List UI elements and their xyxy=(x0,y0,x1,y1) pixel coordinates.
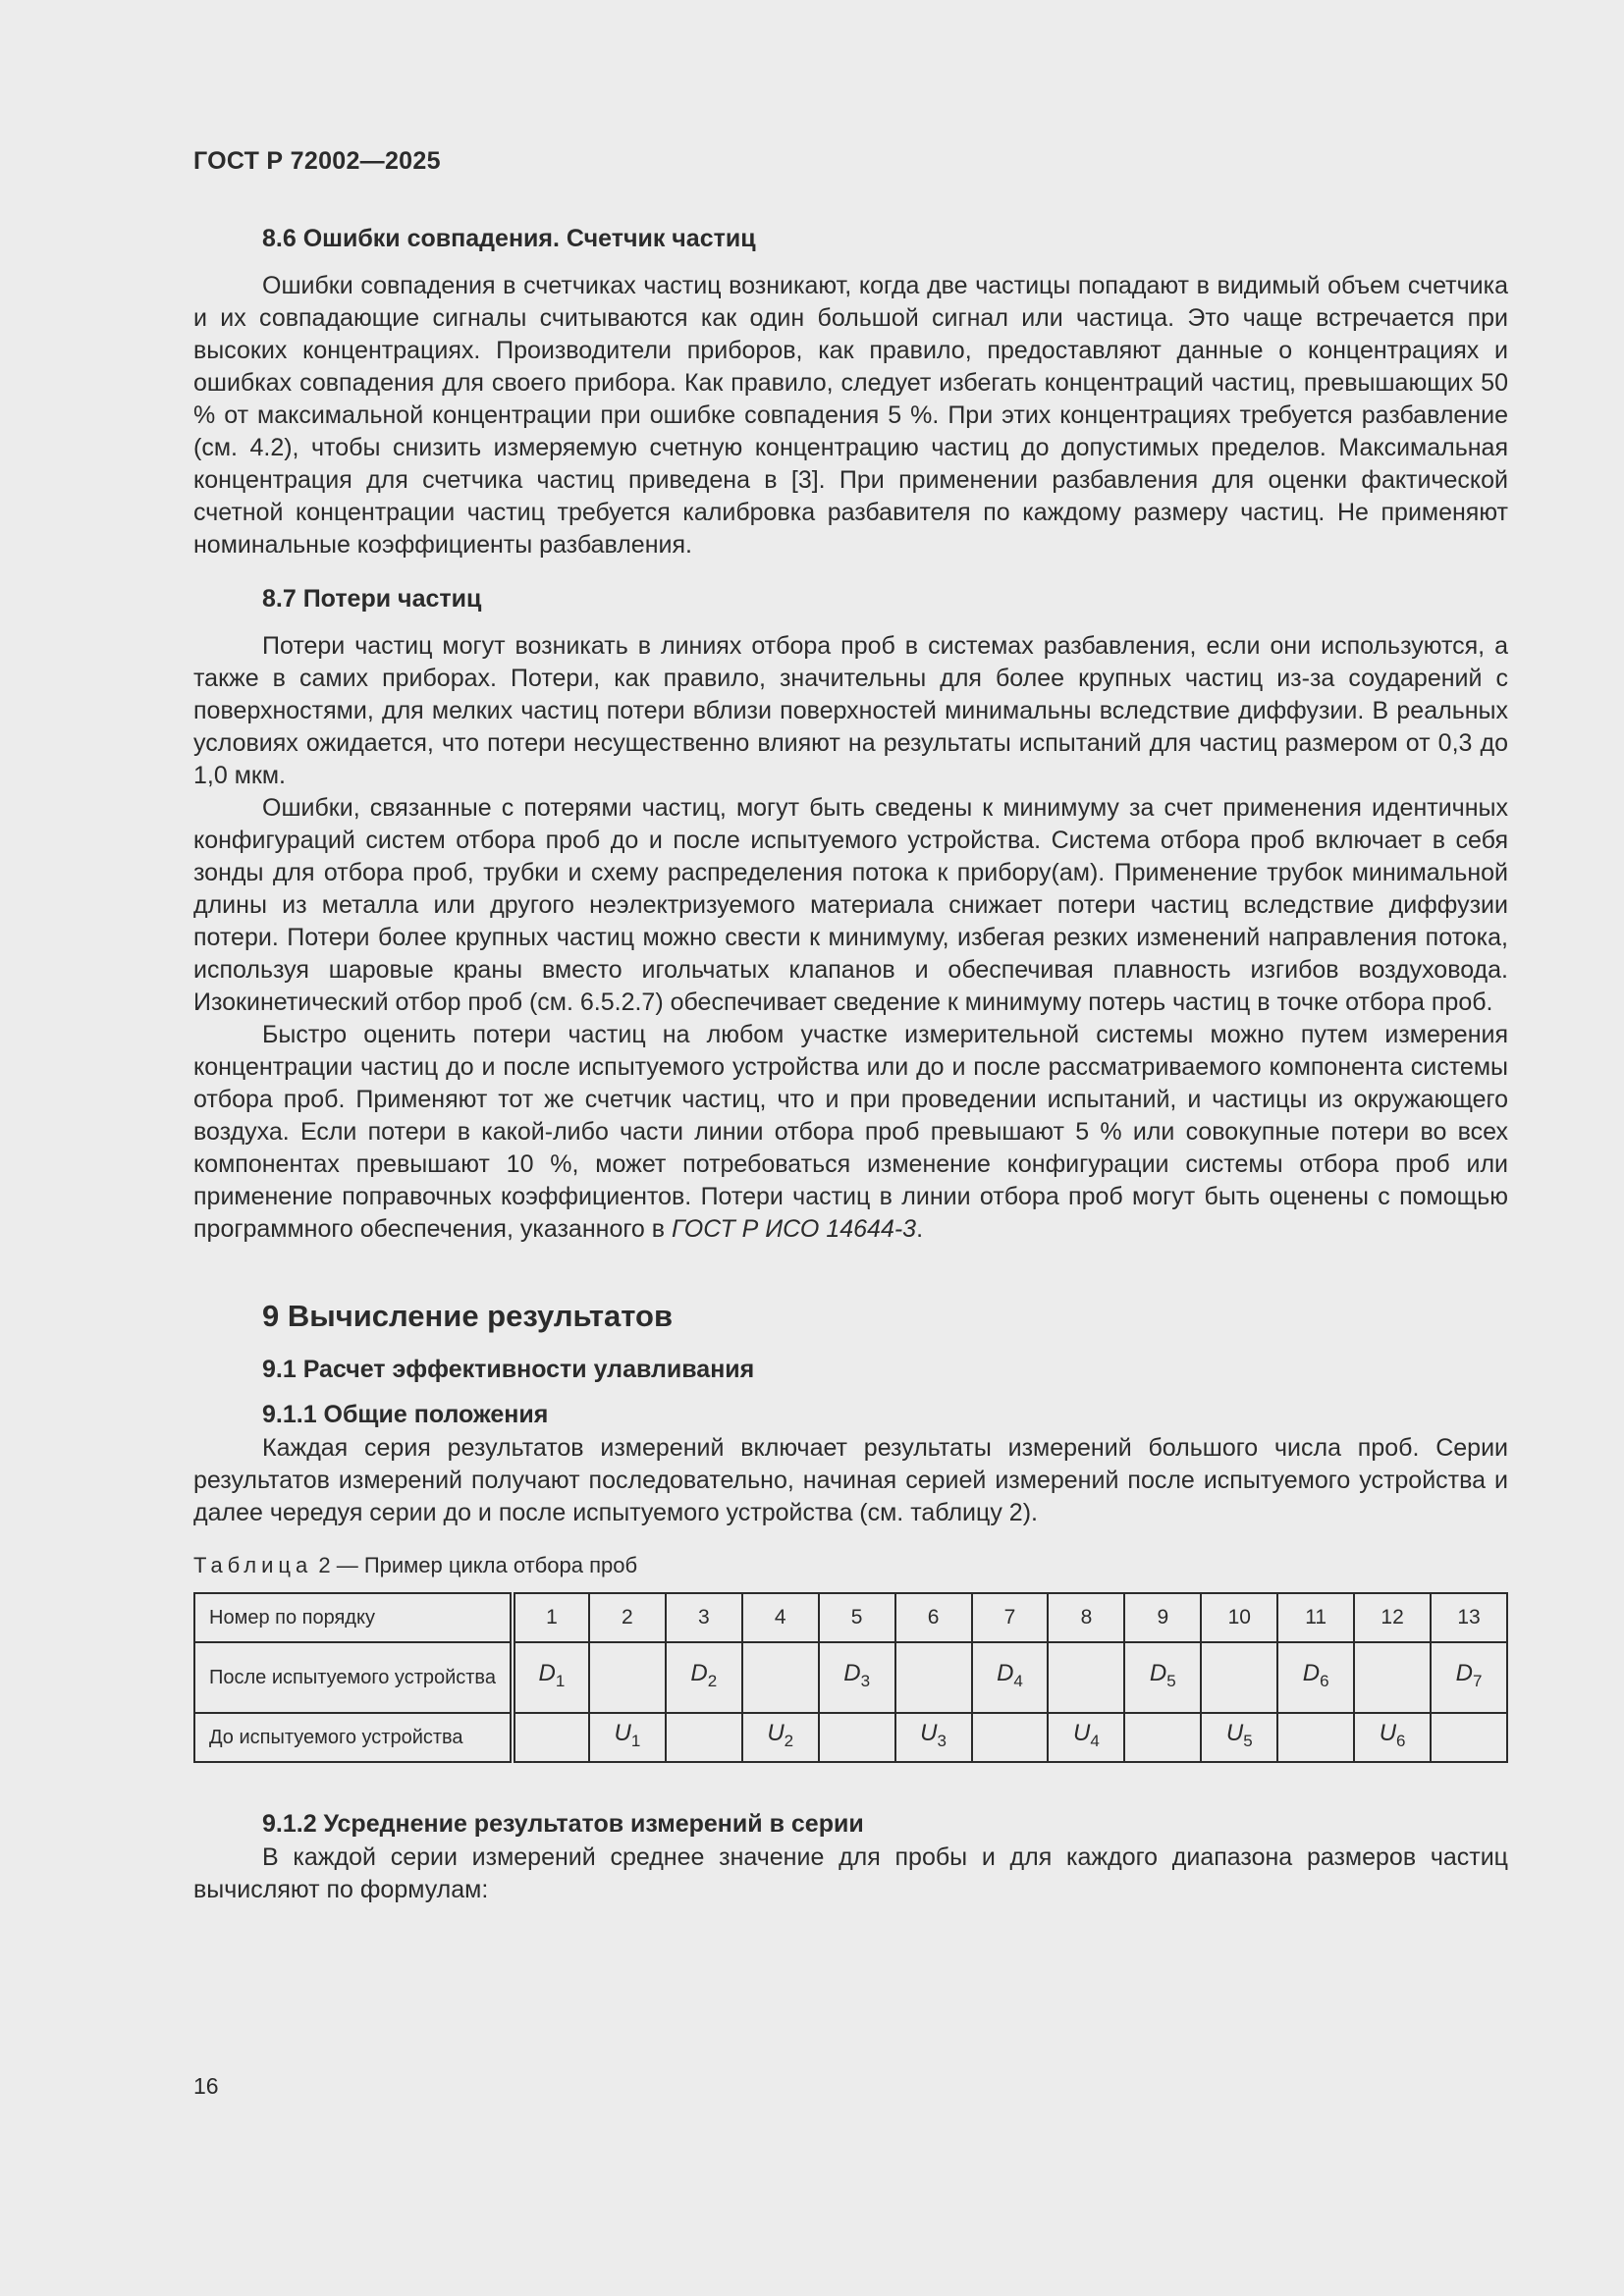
page-number: 16 xyxy=(193,2073,219,2099)
subscript: 6 xyxy=(1396,1731,1406,1750)
before-device-cell xyxy=(513,1713,589,1762)
paragraph: Потери частиц могут возникать в линиях отбора проб в системах разбавления, если они используются, а также в самих приборах. Потери, как правило, значительны для более крупных частиц из-за соударений с поверхностями, для мелких частиц потери вблизи поверхностей минимальны вследствие диффузии. В реальных условиях ожидается, что потери несущественно влияют на результаты испытаний для частиц размером от 0,3 до 1,0 мкм. xyxy=(193,632,1508,789)
standard-reference: ГОСТ Р ИСО 14644-3 xyxy=(672,1215,917,1243)
after-device-cell xyxy=(1431,1642,1507,1713)
before-device-cell xyxy=(1201,1713,1277,1762)
subscript: 1 xyxy=(555,1671,566,1690)
after-device-cell xyxy=(1201,1642,1277,1713)
sample-number-cell: 12 xyxy=(1354,1593,1431,1642)
sample-number-cell: 3 xyxy=(666,1593,742,1642)
symbol: $U_1$ xyxy=(614,1720,641,1750)
after-device-cell xyxy=(589,1642,666,1713)
paragraph: Ошибки, связанные с потерями частиц, могут быть сведены к минимуму за счет применения идентичных конфигураций систем отбора проб до и после испытуемого устройства. Система отбора проб включает в себя зонды для отбора проб, трубки и схему распределения потока к прибору(ам). Применение трубок минимальной длины из металла или другого неэлектризуемого материала снижает потери частиц вследствие диффузии потери. Потери более крупных частиц можно свести к минимуму, избегая резких изменений направления потока, используя шаровые краны вместо игольчатых клапанов и обеспечивая плавность изгибов воздуховода. Изокинетический отбор проб (см. 6.5.2.7) обеспечивает сведение к минимуму потерь частиц в точке отбора проб. xyxy=(193,794,1508,1016)
sample-number-cell: 13 xyxy=(1431,1593,1507,1642)
table-row-after xyxy=(194,1642,1507,1713)
paragraph-text: Быстро оценить потери частиц на любом участке измерительной системы можно путем измерения концентрации частиц до и после испытуемого устройства или до и после рассматриваемого компонента системы отбора проб. Применяют тот же счетчик частиц, что и при проведении испытаний, и частицы из окружающего воздуха. Если потери в какой-либо части линии отбора проб превышают 5 % или совокупные потери во всех компонентах превышают 10 %, может потребоваться изменение конфигурации системы отбора проб или применение поправочных коэффициентов. Потери частиц в линии отбора проб могут быть оценены с помощью программного обеспечения, указанного в xyxy=(193,1021,1508,1243)
row-label: Номер по порядку xyxy=(194,1593,513,1642)
subscript: 5 xyxy=(1243,1731,1253,1750)
subscript: 2 xyxy=(784,1731,794,1750)
document-header: ГОСТ Р 72002—2025 xyxy=(193,147,441,175)
symbol: $D_3$ xyxy=(843,1660,871,1690)
after-device-cell xyxy=(742,1642,819,1713)
table-caption xyxy=(193,1551,1508,1580)
paragraph: Каждая серия результатов измерений включает результаты измерений большого числа проб. Серии результатов измерений получают последовательно, начиная серией измерений после испытуемого устройства и далее чередуя серии до и после испытуемого устройства (см. таблицу 2). xyxy=(193,1434,1508,1526)
symbol: $U_5$ xyxy=(1225,1720,1253,1750)
sample-number-cell: 8 xyxy=(1048,1593,1124,1642)
after-device-cell xyxy=(1124,1642,1201,1713)
after-device-cell xyxy=(1354,1642,1431,1713)
symbol: $U_6$ xyxy=(1379,1720,1406,1750)
symbol: $D_2$ xyxy=(690,1660,718,1690)
after-device-cell xyxy=(513,1642,589,1713)
row-label: После испытуемого устройства xyxy=(194,1642,513,1713)
section-8-7 xyxy=(193,581,1508,1246)
table-row-number xyxy=(194,1593,1507,1642)
table-caption-label: Таблица xyxy=(193,1553,313,1577)
paragraph: В каждой серии измерений среднее значение для пробы и для каждого диапазона размеров частиц вычисляют по формулам: xyxy=(193,1843,1508,1903)
symbol: $U_4$ xyxy=(1073,1720,1100,1750)
section-9-1-2-title: 9.1.2 Усреднение результатов измерений в серии xyxy=(262,1810,864,1838)
row-label: До испытуемого устройства xyxy=(194,1713,513,1762)
subscript: 4 xyxy=(1090,1731,1100,1750)
symbol: $D_5$ xyxy=(1149,1660,1176,1690)
before-device-cell xyxy=(1431,1713,1507,1762)
section-8-6 xyxy=(193,221,1508,561)
symbol: $U_3$ xyxy=(920,1720,947,1750)
symbol: $D_7$ xyxy=(1455,1660,1483,1690)
before-device-cell xyxy=(666,1713,742,1762)
section-9-title: 9 Вычисление результатов xyxy=(262,1299,674,1333)
subscript: 6 xyxy=(1320,1671,1329,1690)
before-device-cell xyxy=(819,1713,895,1762)
sample-number-cell: 10 xyxy=(1201,1593,1277,1642)
after-device-cell xyxy=(895,1642,972,1713)
sample-number-cell: 2 xyxy=(589,1593,666,1642)
sample-number-cell: 5 xyxy=(819,1593,895,1642)
subscript: 3 xyxy=(860,1671,871,1690)
table-row-before xyxy=(194,1713,1507,1762)
before-device-cell xyxy=(1354,1713,1431,1762)
page-content xyxy=(193,221,1508,1906)
before-device-cell xyxy=(972,1713,1049,1762)
subscript: 4 xyxy=(1013,1671,1023,1690)
section-9-1-title: 9.1 Расчет эффективности улавливания xyxy=(262,1356,755,1383)
after-device-cell xyxy=(1048,1642,1124,1713)
after-device-cell xyxy=(819,1642,895,1713)
symbol: $D_1$ xyxy=(538,1660,566,1690)
sample-number-cell: 1 xyxy=(513,1593,589,1642)
symbol: $U_2$ xyxy=(767,1720,794,1750)
after-device-cell xyxy=(972,1642,1049,1713)
sample-number-cell: 7 xyxy=(972,1593,1049,1642)
sampling-cycle-table xyxy=(193,1592,1508,1763)
sample-number-cell: 6 xyxy=(895,1593,972,1642)
sample-number-cell: 4 xyxy=(742,1593,819,1642)
sample-number-cell: 11 xyxy=(1277,1593,1354,1642)
subscript: 5 xyxy=(1166,1671,1176,1690)
before-device-cell xyxy=(895,1713,972,1762)
symbol: $D_6$ xyxy=(1302,1660,1329,1690)
paragraph xyxy=(193,1019,1508,1246)
after-device-cell xyxy=(1277,1642,1354,1713)
section-8-7-title: 8.7 Потери частиц xyxy=(262,585,482,613)
before-device-cell xyxy=(1048,1713,1124,1762)
paragraph: Ошибки совпадения в счетчиках частиц возникают, когда две частицы попадают в видимый объем счетчика и их совпадающие сигналы считываются как один большой сигнал или частица. Это чаще встречается при высоких концентрациях. Производители приборов, как правило, предоставляют данные о концентрациях и ошибках совпадения для своего прибора. Как правило, следует избегать концентраций частиц, превышающих 50 % от максимальной концентрации при ошибке совпадения 5 %. При этих концентрациях требуется разбавление (см. 4.2), чтобы снизить измеряемую счетную концентрацию частиц до допустимых пределов. Максимальная концентрация для счетчика частиц приведена в [3]. При применении разбавления для оценки фактической счетной концентрации частиц требуется калибровка разбавителя по каждому размеру частиц. Не применяют номинальные коэффициенты разбавления. xyxy=(193,272,1508,559)
before-device-cell xyxy=(1124,1713,1201,1762)
before-device-cell xyxy=(589,1713,666,1762)
sample-number-cell: 9 xyxy=(1124,1593,1201,1642)
section-8-6-title: 8.6 Ошибки совпадения. Счетчик частиц xyxy=(262,225,756,252)
subscript: 2 xyxy=(707,1671,718,1690)
symbol: $D_4$ xyxy=(997,1660,1023,1690)
subscript: 3 xyxy=(937,1731,947,1750)
section-9-1-1-title: 9.1.1 Общие положения xyxy=(262,1401,549,1428)
before-device-cell xyxy=(742,1713,819,1762)
subscript: 7 xyxy=(1472,1671,1483,1690)
table-caption-text: 2 — Пример цикла отбора проб xyxy=(312,1553,638,1577)
paragraph-end: . xyxy=(916,1215,924,1243)
after-device-cell xyxy=(666,1642,742,1713)
subscript: 1 xyxy=(630,1731,641,1750)
before-device-cell xyxy=(1277,1713,1354,1762)
